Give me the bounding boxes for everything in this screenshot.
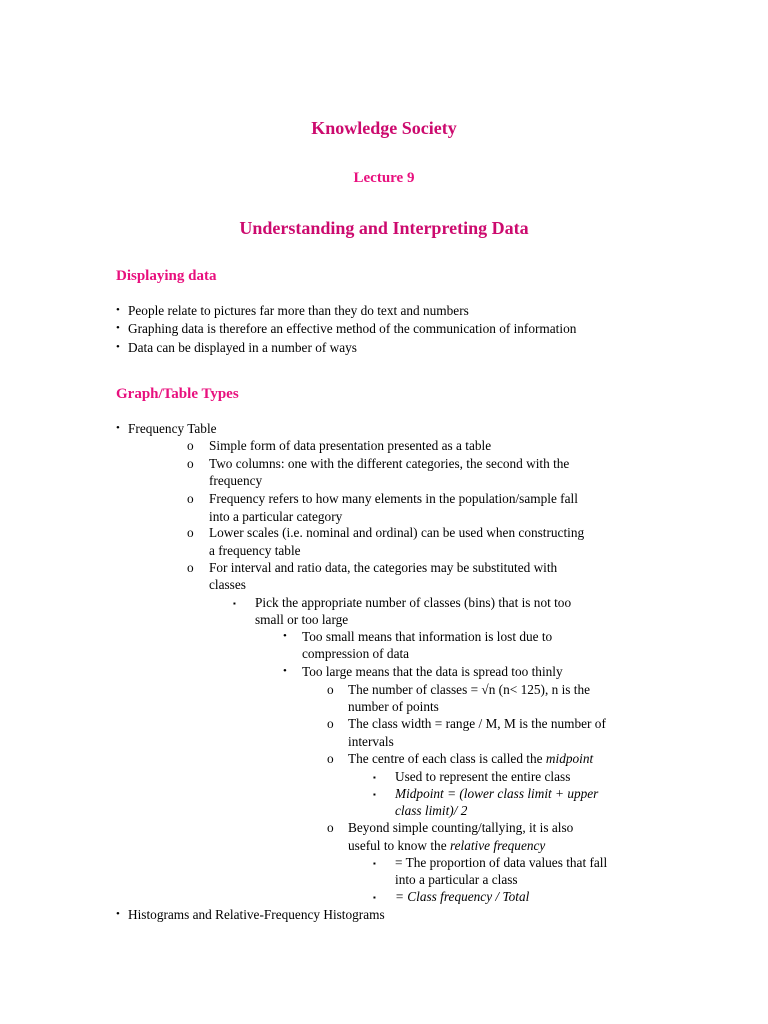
square-marker: ▪ xyxy=(373,773,376,782)
list-item-text: small or too large xyxy=(255,612,349,627)
section-heading-displaying-data: Displaying data xyxy=(116,268,217,284)
circle-marker: o xyxy=(187,438,194,453)
circle-marker: o xyxy=(187,525,194,540)
bullet-text: Graphing data is therefore an effective method of the communication of information xyxy=(128,321,577,336)
list-item-text: frequency xyxy=(209,473,263,488)
circle-marker: o xyxy=(327,682,334,697)
bullet-marker: • xyxy=(116,908,120,920)
circle-marker: o xyxy=(187,491,194,506)
list-item-text: into a particular category xyxy=(209,509,343,524)
list-item-text: into a particular a class xyxy=(395,872,518,887)
midpoint-formula: class limit)/ 2 xyxy=(395,803,468,818)
circle-marker: o xyxy=(187,560,194,575)
bullet-text: Data can be displayed in a number of ways xyxy=(128,340,357,355)
square-marker: ▪ xyxy=(373,893,376,902)
circle-marker: o xyxy=(327,716,334,731)
relative-frequency-formula: = Class frequency / Total xyxy=(395,889,530,904)
list-item-text xyxy=(348,750,593,767)
list-item-text: Two columns: one with the different categories, the second with the xyxy=(209,456,570,471)
bullet-marker: • xyxy=(283,665,287,677)
bullet-marker: • xyxy=(116,304,120,316)
bullet-text: Histograms and Relative-Frequency Histograms xyxy=(128,907,385,922)
document-title: Knowledge Society xyxy=(311,118,457,138)
list-item-text: Lower scales (i.e. nominal and ordinal) can be used when constructing xyxy=(209,525,585,540)
bullet-marker: • xyxy=(116,422,120,434)
midpoint-term: midpoint xyxy=(545,751,594,766)
list-item-text: Pick the appropriate number of classes (bins) that is not too xyxy=(255,595,572,610)
list-item-text: Beyond simple counting/tallying, it is also xyxy=(348,820,574,835)
document-subtitle: Understanding and Interpreting Data xyxy=(239,218,529,238)
list-item-text: = The proportion of data values that fall xyxy=(395,855,608,870)
bullet-marker: • xyxy=(116,341,120,353)
list-item-text: classes xyxy=(209,577,246,592)
relative-frequency-term: relative frequency xyxy=(449,838,546,853)
list-item-text: intervals xyxy=(348,734,394,749)
circle-marker: o xyxy=(327,820,334,835)
list-item-text: compression of data xyxy=(302,646,410,661)
list-item-text: Simple form of data presentation presented as a table xyxy=(209,438,492,453)
bullet-text: Frequency Table xyxy=(128,421,217,436)
bullet-text: People relate to pictures far more than they do text and numbers xyxy=(128,303,469,318)
list-item-text: Used to represent the entire class xyxy=(395,769,571,784)
circle-marker: o xyxy=(187,456,194,471)
list-item-text: The class width = range / M, M is the number of xyxy=(348,716,606,731)
list-item-text: For interval and ratio data, the categories may be substituted with xyxy=(209,560,558,575)
list-item-text: The number of classes = √n (n< 125), n is the xyxy=(348,682,591,697)
list-item-text-part: The centre of each class is called the xyxy=(348,751,546,766)
square-marker: ▪ xyxy=(233,599,236,608)
square-marker: ▪ xyxy=(373,790,376,799)
circle-marker: o xyxy=(327,751,334,766)
section-heading-graph-table-types: Graph/Table Types xyxy=(116,386,239,402)
list-item-text: Frequency refers to how many elements in the population/sample fall xyxy=(209,491,578,506)
list-item-text: a frequency table xyxy=(209,543,301,558)
list-item-text: number of points xyxy=(348,699,439,714)
square-marker: ▪ xyxy=(373,859,376,868)
midpoint-formula: Midpoint = (lower class limit + upper xyxy=(395,786,599,801)
bullet-marker: • xyxy=(283,630,287,642)
lecture-number: Lecture 9 xyxy=(353,170,415,186)
bullet-marker: • xyxy=(116,322,120,334)
list-item-text-part: useful to know the xyxy=(348,838,450,853)
list-item-text xyxy=(348,837,545,854)
list-item-text: Too large means that the data is spread too thinly xyxy=(302,664,563,679)
list-item-text: Too small means that information is lost due to xyxy=(302,629,553,644)
